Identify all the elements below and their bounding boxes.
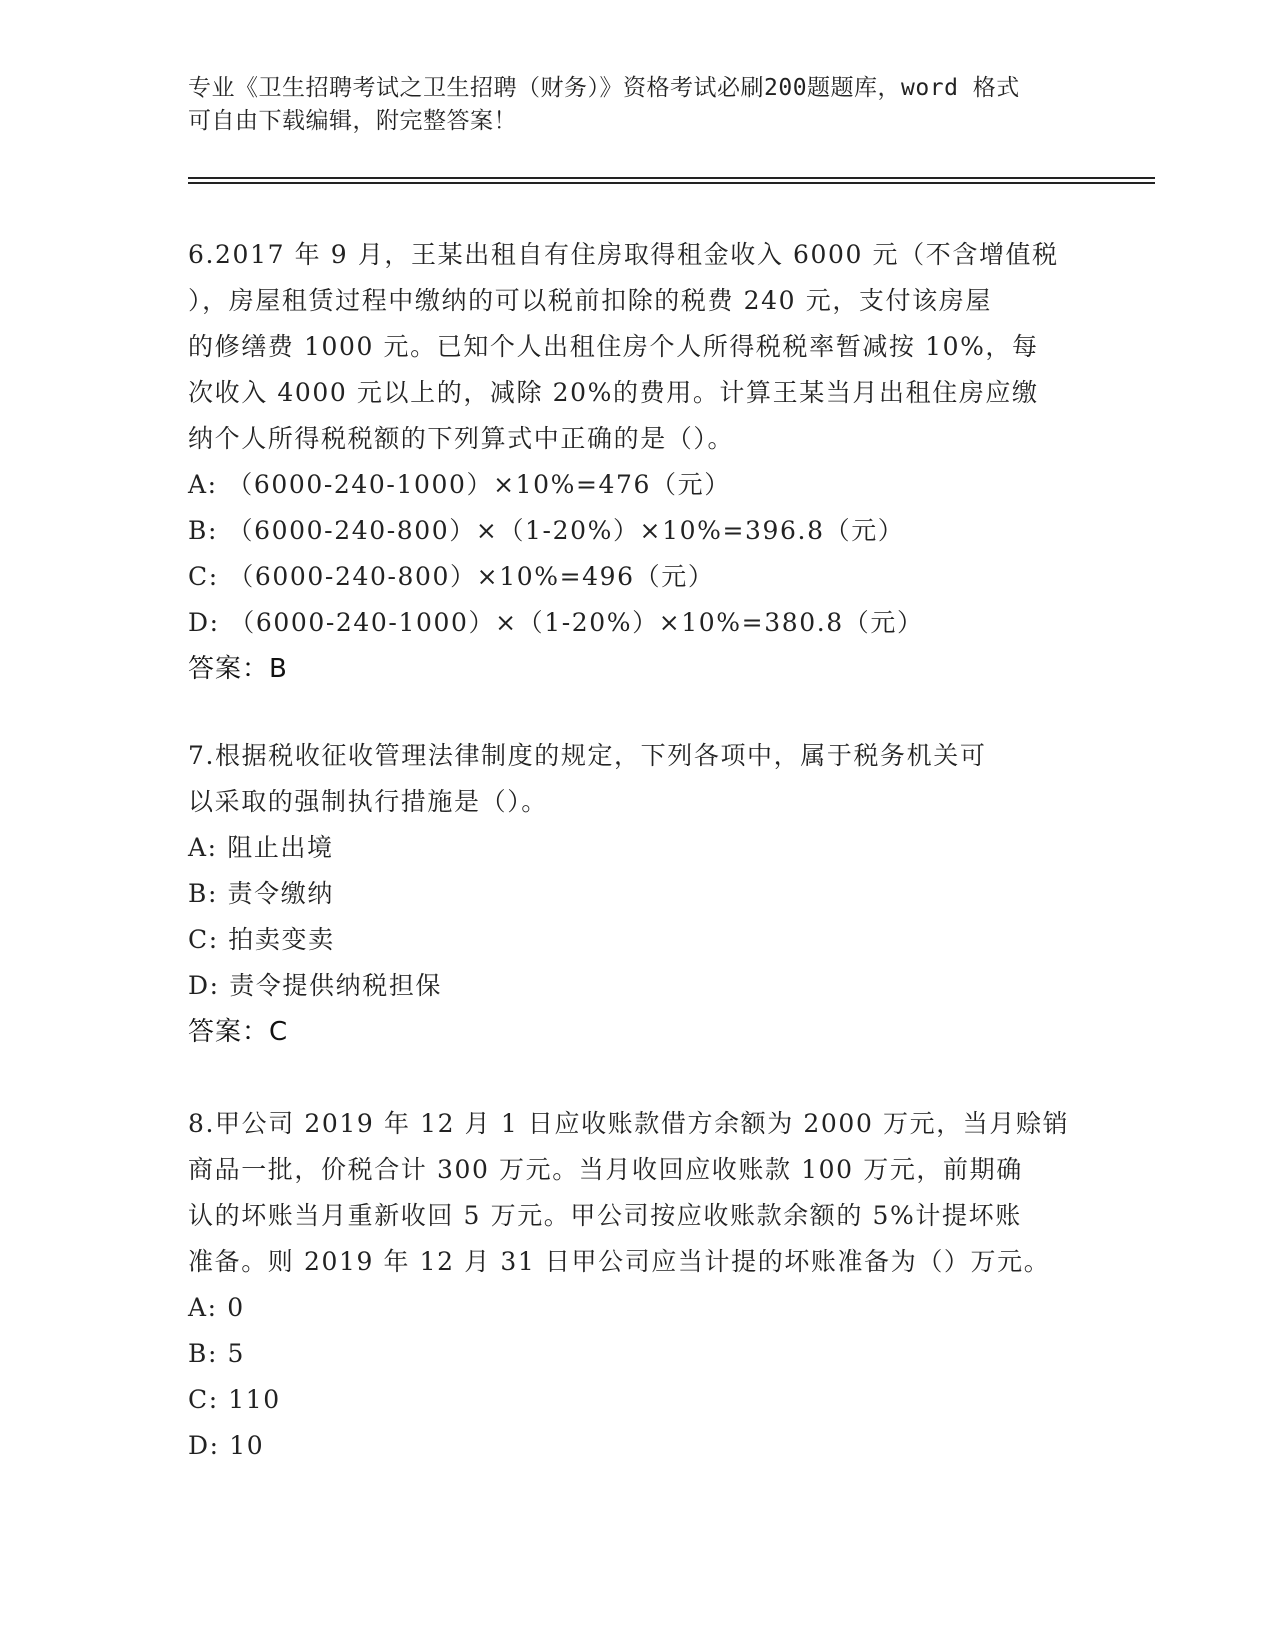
- header-line-1: 专业《卫生招聘考试之卫生招聘（财务）》资格考试必刷200题题库，word 格式: [188, 75, 1020, 101]
- question-stem-line: ），房屋租赁过程中缴纳的可以税前扣除的税费 240 元，支付该房屋: [188, 286, 992, 315]
- question-stem-line: 8.甲公司 2019 年 12 月 1 日应收账款借方余额为 2000 万元，当月赊销: [188, 1109, 1070, 1138]
- option-d: D: 10: [188, 1431, 265, 1460]
- question-stem-line: 纳个人所得税税额的下列算式中正确的是（）。: [188, 424, 735, 453]
- question-stem-line: 次收入 4000 元以上的，减除 20%的费用。计算王某当月出租住房应缴: [188, 378, 1039, 407]
- header-line-2: 可自由下载编辑，附完整答案！: [188, 108, 517, 134]
- question-7: [188, 733, 1088, 1055]
- question-stem-line: 商品一批，价税合计 300 万元。当月收回应收账款 100 万元，前期确: [188, 1155, 1023, 1184]
- option-b: B: 责令缴纳: [188, 879, 334, 908]
- option-d: D: （6000-240-1000）×（1-20%）×10%=380.8（元）: [188, 608, 924, 637]
- option-b: B: 5: [188, 1339, 246, 1368]
- question-stem-line: 准备。则 2019 年 12 月 31 日甲公司应当计提的坏账准备为（）万元。: [188, 1247, 1051, 1276]
- option-a: A: 0: [188, 1293, 245, 1322]
- document-header: [188, 72, 1088, 138]
- header-rule-top: [188, 177, 1155, 179]
- question-stem-line: 6.2017 年 9 月，王某出租自有住房取得租金收入 6000 元（不含增值税: [188, 240, 1059, 269]
- question-stem-line: 的修缮费 1000 元。已知个人出租住房个人所得税税率暂减按 10%，每: [188, 332, 1039, 361]
- option-c: C: （6000-240-800）×10%=496（元）: [188, 562, 715, 591]
- question-8: [188, 1101, 1088, 1469]
- option-a: A: 阻止出境: [188, 833, 334, 862]
- question-stem-line: 以采取的强制执行措施是（）。: [188, 787, 548, 816]
- option-b: B: （6000-240-800）×（1-20%）×10%=396.8（元）: [188, 516, 905, 545]
- question-stem-line: 认的坏账当月重新收回 5 万元。甲公司按应收账款余额的 5%计提坏账: [188, 1201, 1022, 1230]
- answer-line: 答案：B: [188, 654, 288, 684]
- option-c: C: 110: [188, 1385, 281, 1414]
- option-c: C: 拍卖变卖: [188, 925, 335, 954]
- option-a: A: （6000-240-1000）×10%=476（元）: [188, 470, 731, 499]
- option-d: D: 责令提供纳税担保: [188, 971, 443, 1000]
- question-6: [188, 232, 1088, 692]
- answer-line: 答案：C: [188, 1017, 289, 1047]
- header-rule-bottom: [188, 182, 1155, 184]
- question-stem-line: 7.根据税收征收管理法律制度的规定，下列各项中，属于税务机关可: [188, 741, 987, 770]
